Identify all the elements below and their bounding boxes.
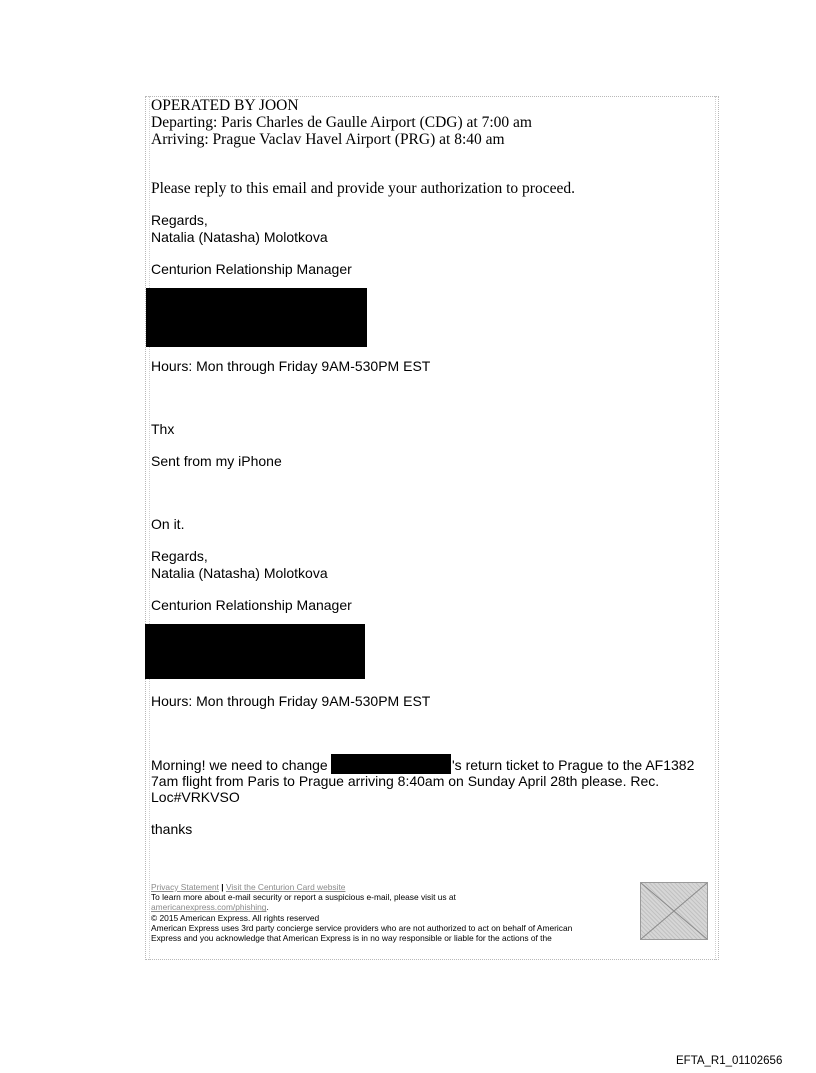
closing-text: thanks: [151, 821, 193, 837]
sender-title: Centurion Relationship Manager: [151, 597, 352, 613]
record-locator: Loc#VRKVSO: [151, 789, 240, 805]
authorization-request: Please reply to this email and provide your authorization to proceed.: [151, 180, 575, 197]
broken-image-icon: [641, 883, 707, 939]
disclaimer-line-1: American Express uses 3rd party concierge service providers who are not authorized to act on behalf of American: [151, 922, 573, 933]
footer-separator: |: [221, 882, 224, 892]
iphone-signature: Sent from my iPhone: [151, 453, 282, 469]
flight-departing: Departing: Paris Charles de Gaulle Airport (CDG) at 7:00 am: [151, 114, 532, 131]
redaction-block: [145, 624, 365, 679]
regards-text: Regards,: [151, 548, 208, 564]
redaction-block: [331, 754, 451, 774]
email-frame-inner: [149, 96, 716, 960]
centurion-website-link[interactable]: Visit the Centurion Card website: [225, 882, 346, 892]
request-text-start: Morning! we need to change: [151, 757, 328, 773]
flight-arriving: Arriving: Prague Vaclav Havel Airport (PRG) at 8:40 am: [151, 131, 505, 148]
email-footer: [151, 882, 641, 943]
reply-text: On it.: [151, 516, 185, 532]
hours-text: Hours: Mon through Friday 9AM-530PM EST: [151, 693, 431, 709]
phishing-period: .: [266, 902, 269, 913]
bates-number: EFTA_R1_01102656: [676, 1055, 783, 1067]
request-text-line2: 7am flight from Paris to Prague arriving 8:40am on Sunday April 28th please. Rec.: [151, 773, 660, 789]
disclaimer-line-2: Express and you acknowledge that American Express is in no way responsible or liable for the actions of the: [151, 933, 552, 944]
sender-name: Natalia (Natasha) Molotkova: [151, 565, 328, 581]
request-text-end: 's return ticket to Prague to the AF1382: [452, 757, 695, 773]
sender-name: Natalia (Natasha) Molotkova: [151, 229, 328, 245]
redaction-block: [146, 288, 367, 347]
privacy-statement-link[interactable]: Privacy Statement: [151, 882, 219, 892]
phishing-link[interactable]: americanexpress.com/phishing: [151, 902, 267, 913]
hours-text: Hours: Mon through Friday 9AM-530PM EST: [151, 358, 431, 374]
sender-title: Centurion Relationship Manager: [151, 261, 352, 277]
reply-text: Thx: [151, 421, 175, 437]
broken-image-placeholder: [640, 882, 708, 940]
copyright-notice: © 2015 American Express. All rights reserved: [151, 912, 320, 923]
security-notice: To learn more about e-mail security or report a suspicious e-mail, please visit us at: [151, 892, 456, 903]
flight-operated-by: OPERATED BY JOON: [151, 97, 299, 114]
regards-text: Regards,: [151, 212, 208, 228]
